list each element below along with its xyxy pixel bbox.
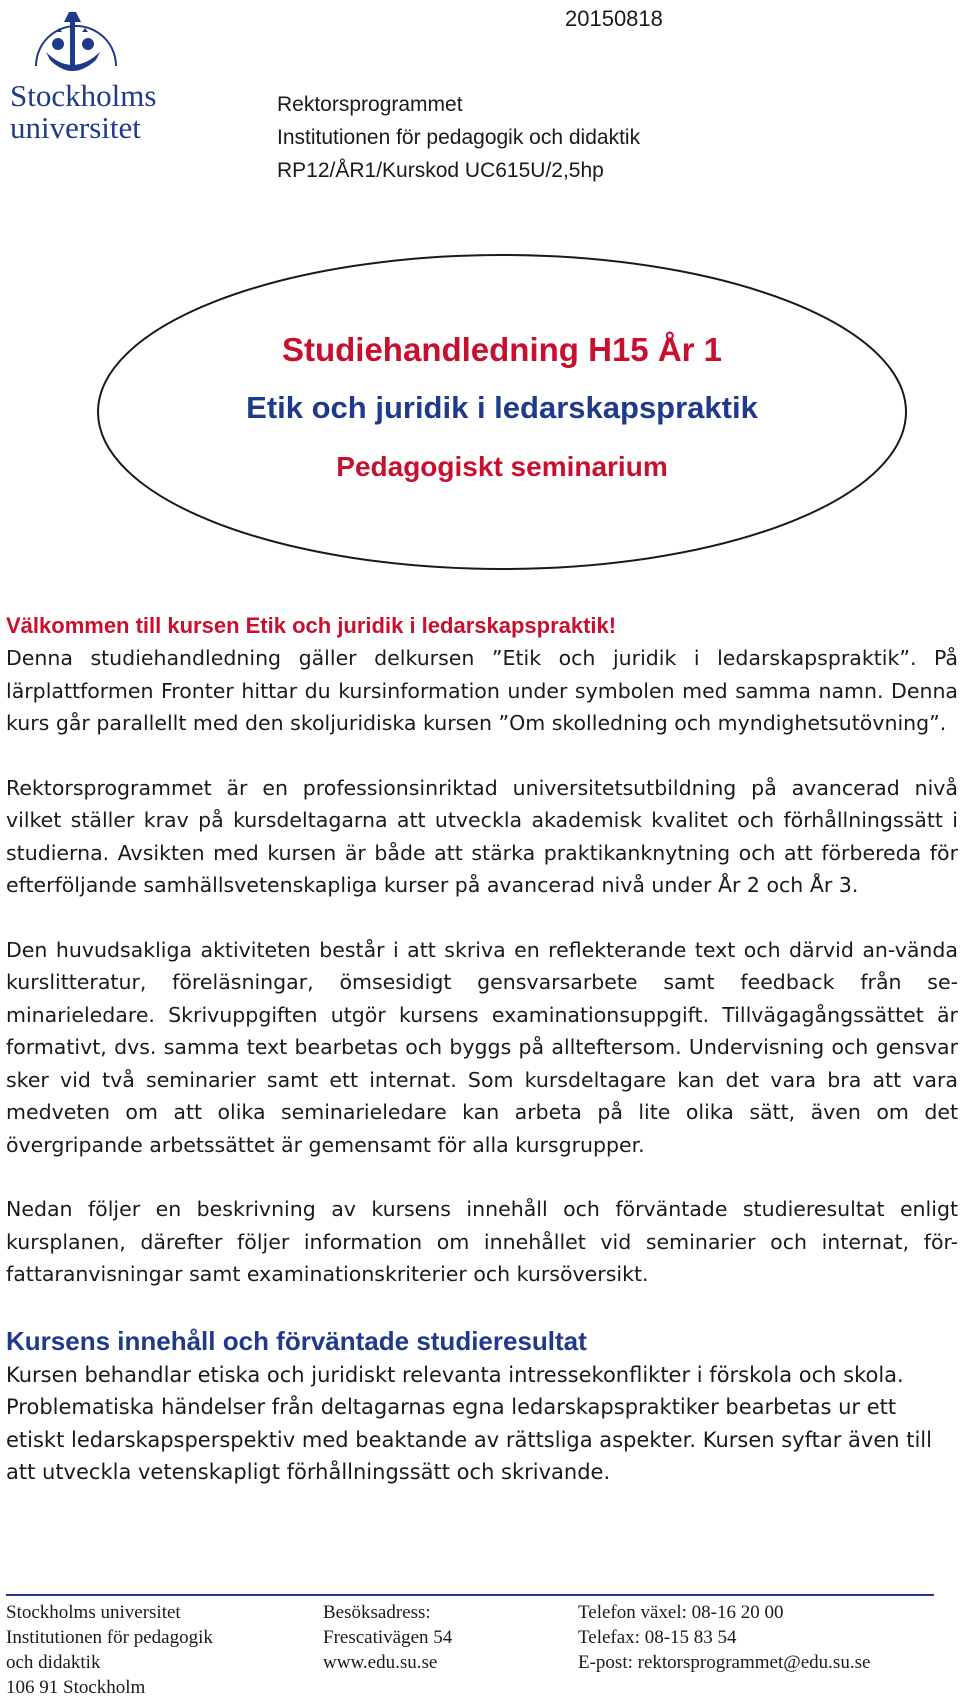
footer-phone: Telefon växel: 08-16 20 00 [578,1602,784,1623]
section-body: Kursen behandlar etiska och juridiskt relevanta intressekonflikter i förskola och skola. Problematiska händelser från deltagarnas egna ledarskapspraktiker bearbetas ur ett etiskt ledarskapsperspektiv med beaktande av rättsliga aspekter. Kursen syftar även till att utveckla vetenskapligt förhållningssätt och skrivande. [6,1362,932,1484]
program-header [277,88,640,187]
footer-line: Frescativägen 54 [323,1627,453,1648]
guide-title: Studiehandledning H15 År 1 [281,331,723,368]
footer-line: och didaktik [6,1652,101,1673]
overview-paragraph: Nedan följer en beskrivning av kursens innehåll och förväntade studieresultat enligt kursplanen, därefter följer information om innehållet vid seminarier och internat, för-fattaranvisningar samt examinationskriterier och kursöversikt. [6,1197,958,1286]
footer-visit [323,1600,452,1675]
logo-name-line1: Stockholms [10,78,157,113]
footer-line: 106 91 Stockholm [6,1677,146,1698]
document-date: 20150818 [565,6,663,31]
footer-address [6,1600,213,1700]
course-code: RP12/ÅR1/Kurskod UC615U/2,5hp [277,159,604,182]
footer-line: Besöksadress: [323,1602,431,1623]
logo-name-line2: universitet [10,110,141,145]
course-title: Etik och juridik i ledarskapspraktik [246,390,758,425]
title-ellipse [96,253,908,571]
section-heading: Kursens innehåll och förväntade studieresultat [6,1325,587,1356]
footer-fax: Telefax: 08-15 83 54 [578,1627,737,1648]
course-subtitle: Pedagogiskt seminarium [336,451,668,482]
footer-divider [6,1594,934,1596]
intro-paragraph: Denna studiehandledning gäller delkursen ”Etik och juridik i ledarskapspraktik”. På lärplattformen Fronter hittar du kursinformation under symbolen med samma namn. Denna kurs går parallellt med den skoljuridiska kursen ”Om skolledning och myndighetsutövning”. [6,646,958,735]
university-seal-icon [6,4,206,172]
university-logo [6,4,206,172]
activity-paragraph: Den huvudsakliga aktiviteten består i att skriva en reflekterande text och därvid an-vända kurslitteratur, föreläsningar, ömsesidigt gensvarsarbete samt feedback från se-minarieledare. Skrivuppgiften utgör kursens examinationsuppgift. Tillvägagångssättet är formativt, dvs. samma text bearbetas och byggs på allteftersom. Undervisning och gensvar sker vid två seminarier samt ett internat. Som kursdeltagare kan det vara bra att vara medveten om att olika seminarieledare kan arbeta på lite olika sätt, även om det övergripande arbetssättet är gemensamt för alla kursgrupper. [6,937,958,1157]
program-name: Rektorsprogrammet [277,93,463,116]
program-paragraph: Rektorsprogrammet är en professionsinriktad universitetsutbildning på avancerad nivå vilket ställer krav på kursdeltagarna att utveckla akademisk kvalitet och förhållningssätt i studierna. Avsikten med kursen är både att stärka praktikanknytning och att förbereda för efterföljande samhällsvetenskapliga kurser på avancerad nivå under År 2 och År 3. [6,775,958,897]
footer-line: Institutionen för pedagogik [6,1627,213,1648]
main-content [6,610,958,1489]
footer-line: Stockholms universitet [6,1602,181,1623]
footer-contact [578,1600,870,1675]
footer-website-link[interactable]: www.edu.su.se [323,1652,438,1673]
department-name: Institutionen för pedagogik och didaktik [277,126,641,149]
welcome-heading: Välkommen till kursen Etik och juridik i ledarskapspraktik! [6,613,617,638]
footer-email-link[interactable]: E-post: rektorsprogrammet@edu.su.se [578,1652,871,1673]
